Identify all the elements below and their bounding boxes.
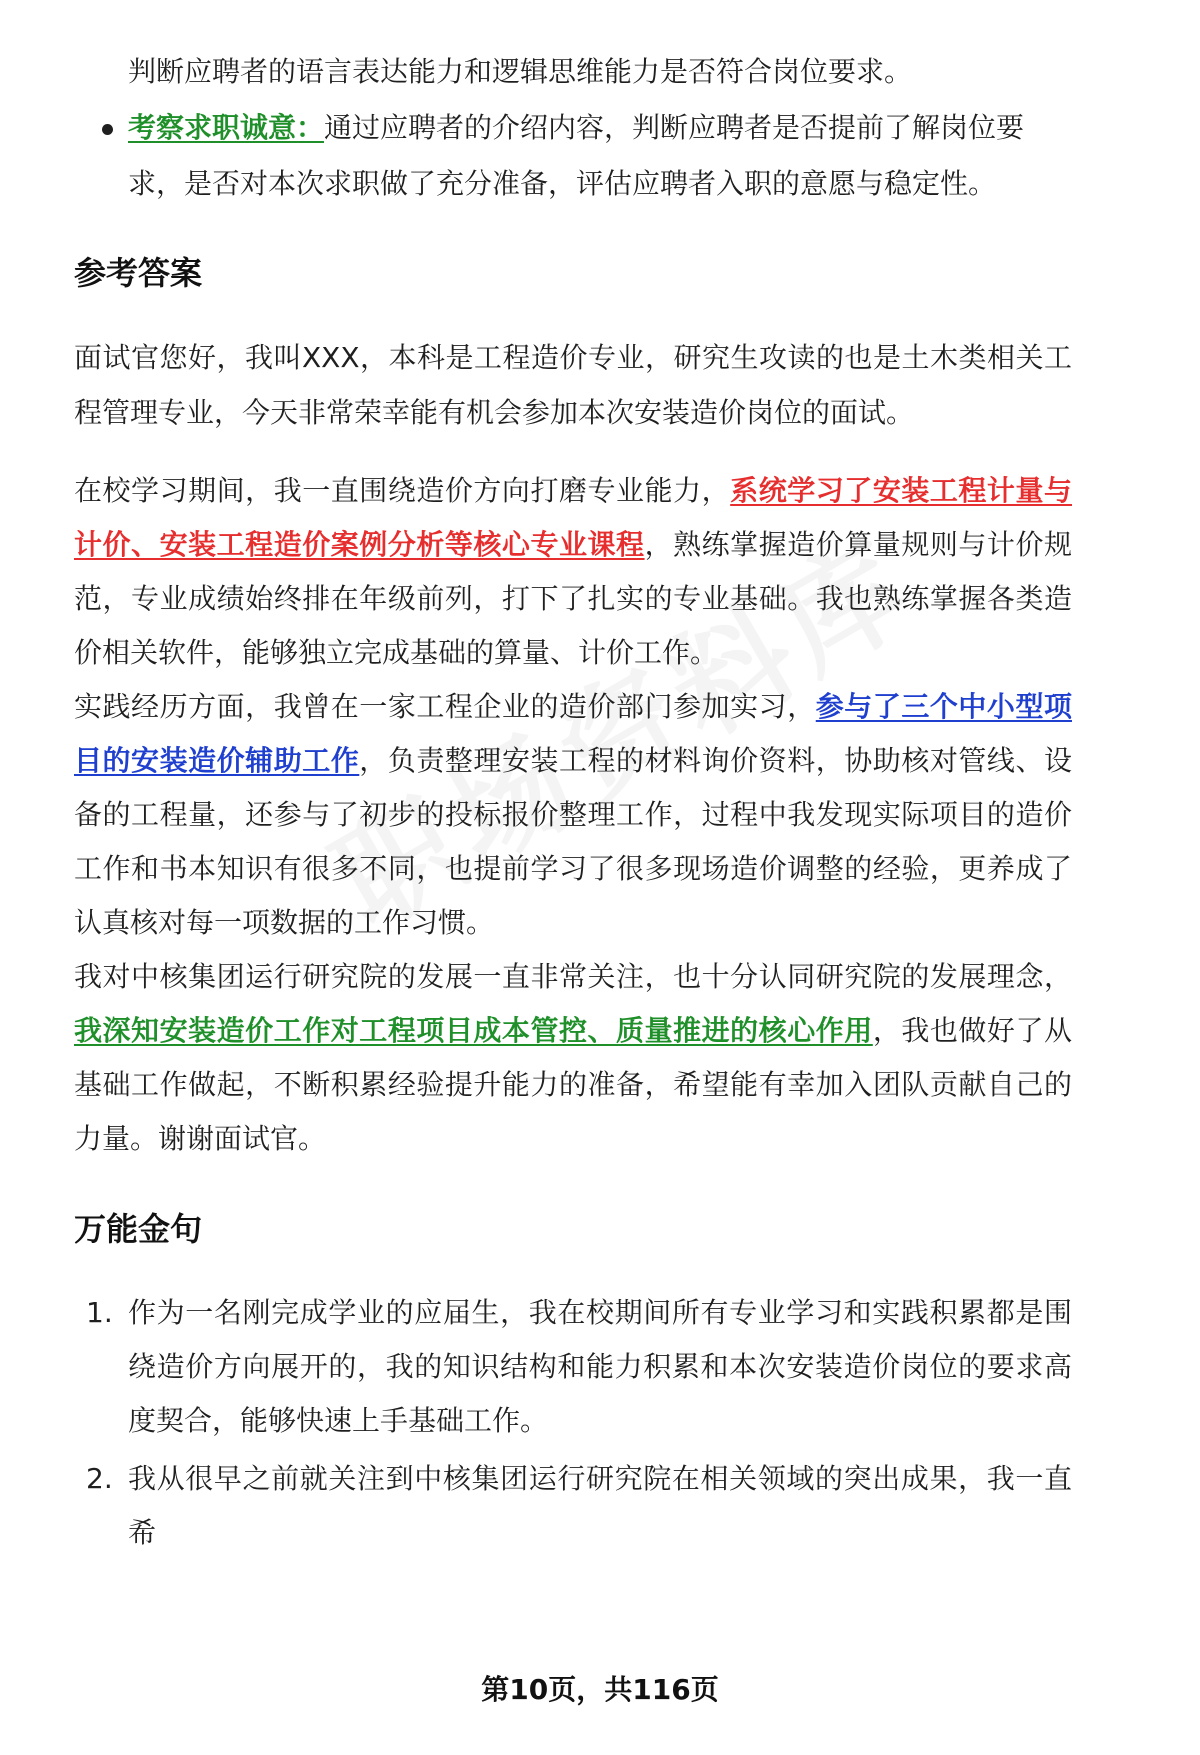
golden-list [74, 1286, 1072, 1560]
golden-item-number: 1. [86, 1296, 113, 1329]
answer-paragraph-3 [74, 680, 1072, 950]
bullet-dot-icon [102, 124, 113, 135]
golden-heading: 万能金句 [74, 1210, 203, 1248]
p4-before: 我对中核集团运行研究院的发展一直非常关注，也十分认同研究院的发展理念， [74, 960, 1072, 993]
p3-highlight: 参与了三个中小型项目的安装造价辅助工作 [74, 690, 1072, 777]
intro-line: 判断应聘者的语言表达能力和逻辑思维能力是否符合岗位要求。 [128, 55, 913, 88]
p4-after: ，我也做好了从基础工作做起，不断积累经验提升能力的准备，希望能有幸加入团队贡献自己的力量。谢谢面试官。 [74, 1014, 1072, 1155]
bullet-item [74, 100, 1072, 212]
p4-highlight: 我深知安装造价工作对工程项目成本管控、质量推进的核心作用 [74, 1014, 873, 1047]
answer-heading: 参考答案 [74, 254, 203, 292]
bullet-label: 考察求职诚意： [128, 111, 325, 144]
golden-item-1 [74, 1286, 1072, 1448]
answer-section [74, 330, 1072, 1166]
p3-after: ，负责整理安装工程的材料询价资料，协助核对管线、设备的工程量，还参与了初步的投标报价整理工作，过程中我发现实际项目的造价工作和书本知识有很多不同，也提前学习了很多现场造价调整的经验，更养成了认真核对每一项数据的工作习惯。 [74, 744, 1072, 939]
answer-paragraph-2 [74, 464, 1072, 680]
p3-before: 实践经历方面，我曾在一家工程企业的造价部门参加实习， [74, 690, 816, 723]
golden-item-number: 2. [86, 1462, 113, 1495]
page-number-footer: 第10页，共116页 [481, 1673, 719, 1706]
golden-item-text: 作为一名刚完成学业的应届生，我在校期间所有专业学习和实践积累都是围绕造价方向展开的，我的知识结构和能力积累和本次安装造价岗位的要求高度契合，能够快速上手基础工作。 [128, 1296, 1072, 1437]
bullet-text: 通过应聘者的介绍内容，判断应聘者是否提前了解岗位要求，是否对本次求职做了充分准备，评估应聘者入职的意愿与稳定性。 [128, 111, 1025, 200]
p2-after: ，熟练掌握造价算量规则与计价规范，专业成绩始终排在年级前列，打下了扎实的专业基础。我也熟练掌握各类造价相关软件，能够独立完成基础的算量、计价工作。 [74, 528, 1072, 669]
answer-paragraph-4 [74, 950, 1072, 1166]
p2-highlight: 系统学习了安装工程计量与计价、安装工程造价案例分析等核心专业课程 [74, 474, 1072, 561]
p2-before: 在校学习期间，我一直围绕造价方向打磨专业能力， [74, 474, 731, 507]
answer-paragraph-1: 面试官您好，我叫XXX，本科是工程造价专业，研究生攻读的也是土木类相关工程管理专业，今天非常荣幸能有机会参加本次安装造价岗位的面试。 [74, 341, 1072, 429]
golden-item-2 [74, 1452, 1072, 1560]
golden-item-text: 我从很早之前就关注到中核集团运行研究院在相关领域的突出成果，我一直希 [128, 1462, 1072, 1549]
intro-section [74, 46, 1072, 212]
